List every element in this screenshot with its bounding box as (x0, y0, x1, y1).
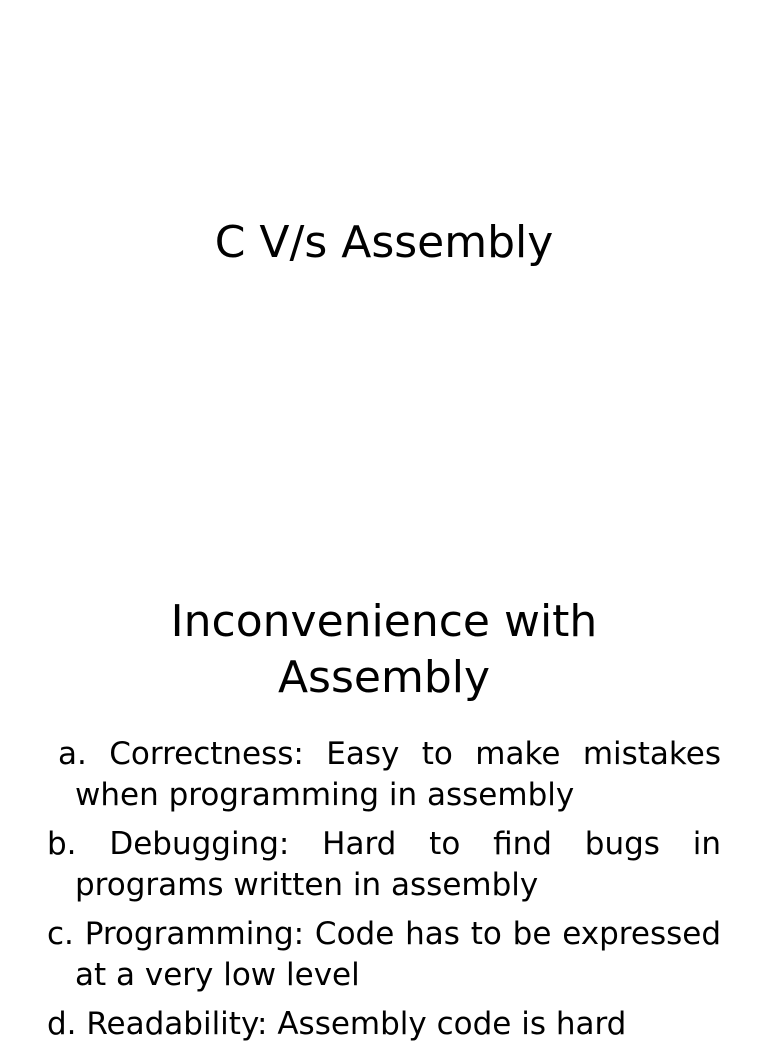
section-title: Inconvenience with Assembly (170, 596, 598, 703)
list-item: c. Programming: Code has to be expressed at a very low level (47, 916, 721, 993)
list-item: d. Readability: Assembly code is hard (47, 1006, 627, 1042)
list-item: b. Debugging: Hard to find bugs in programs written in assembly (47, 826, 721, 903)
slide-title: C V/s Assembly (214, 217, 554, 268)
list-item: a. Correctness: Easy to make mistakes when programming in assembly (58, 736, 721, 813)
bullet-list (47, 734, 721, 1053)
